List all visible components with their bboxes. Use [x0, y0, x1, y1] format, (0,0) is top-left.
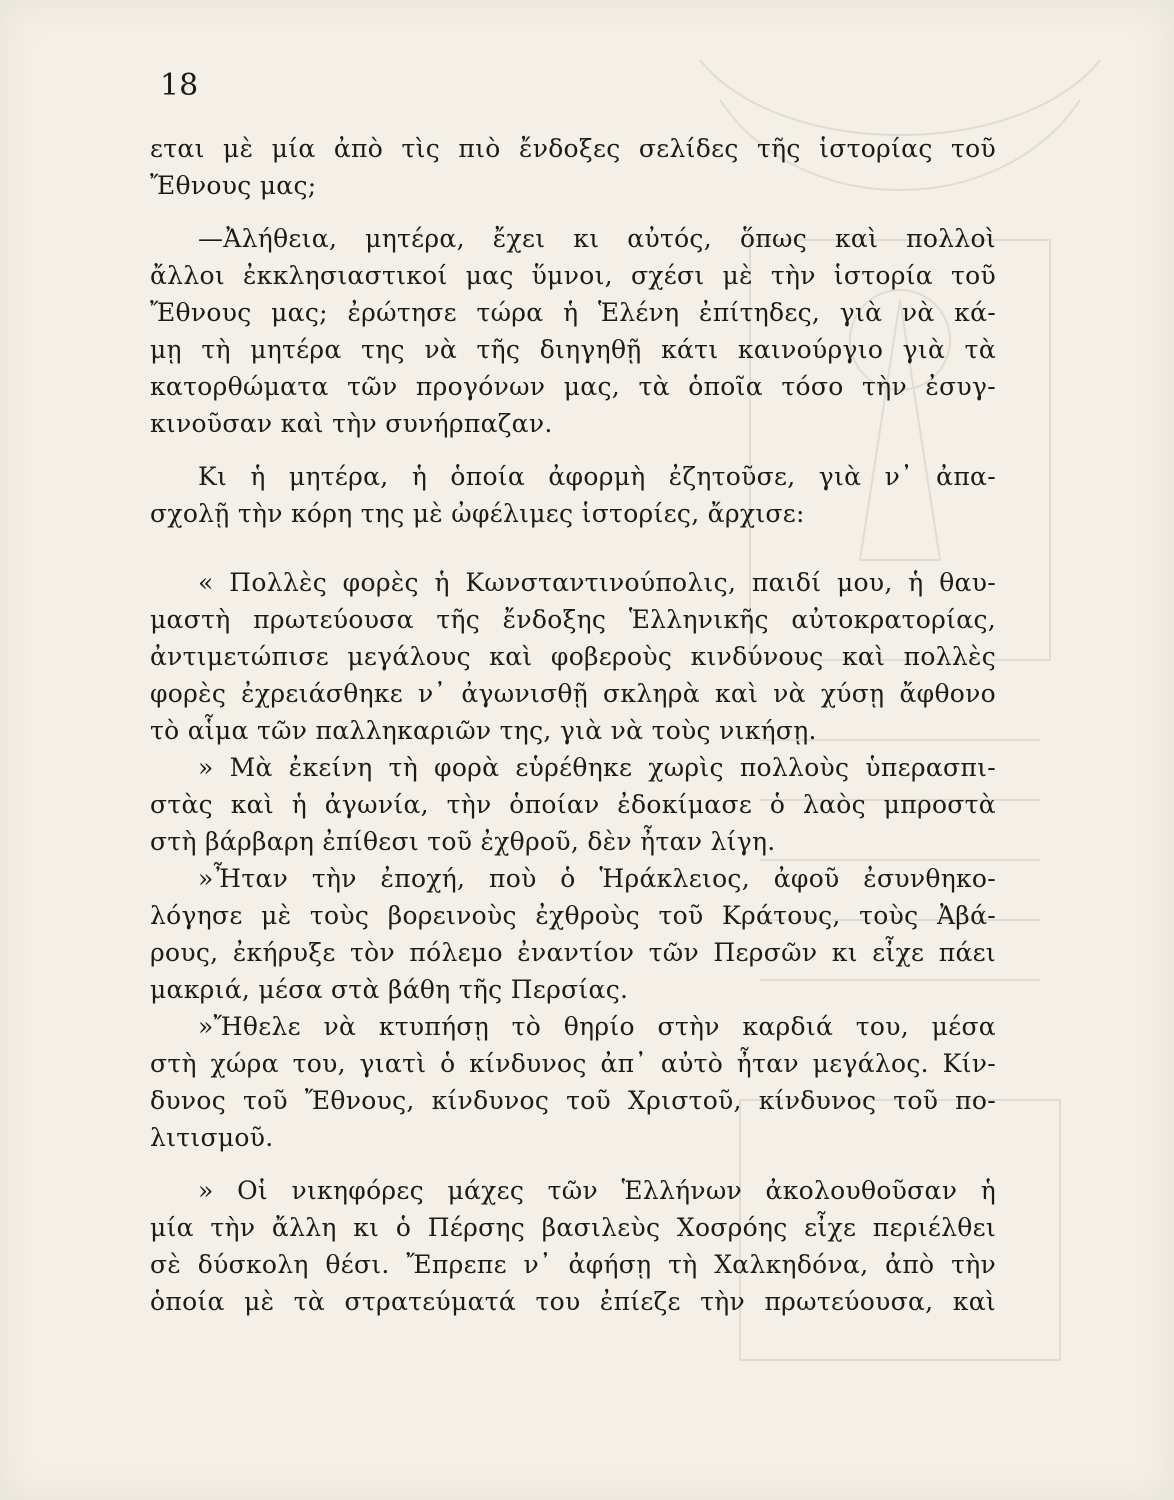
text-line: —Ἀλήθεια, μητέρα, ἔχει κι αὐτός, ὅπως καὶ πολλοὶ [198, 224, 996, 253]
text-line: κινοῦσαν καὶ τὴν συνήρπαζαν. [150, 409, 553, 438]
text-line: κατορθώματα τῶν προγόνων μας, τὰ ὁποῖα τόσο τὴν ἐσυγ- [150, 372, 996, 401]
text-line: μαστὴ πρωτεύουσα τῆς ἔνδοξης Ἑλληνικῆς αὐτοκρατορίας, [150, 605, 996, 634]
paragraph [150, 458, 996, 532]
text-line: »Ἦταν τὴν ἐποχή, ποὺ ὁ Ἡράκλειος, ἀφοῦ ἐσυνθηκο- [198, 864, 996, 893]
text-line: σχολῇ τὴν κόρη της μὲ ὠφέλιμες ἱστορίες, ἄρχισε: [150, 499, 805, 528]
text-line: φορὲς ἐχρειάσθηκε ν᾽ ἀγωνισθῇ σκληρὰ καὶ νὰ χύσῃ ἄφθονο [150, 679, 996, 708]
text-line: στὴ βάρβαρη ἐπίθεσι τοῦ ἐχθροῦ, δὲν ἦταν λίγη. [150, 827, 776, 856]
text-line: εται μὲ μία ἀπὸ τὶς πιὸ ἔνδοξες σελίδες τῆς ἱστορίας τοῦ [150, 134, 996, 163]
text-line: » Μὰ ἐκείνη τὴ φορὰ εὑρέθηκε χωρὶς πολλοὺς ὑπερασπι- [198, 753, 996, 782]
text-line: Ἔθνους μας; [150, 171, 317, 200]
text-line: ρους, ἐκήρυξε τὸν πόλεμο ἐναντίον τῶν Περσῶν κι εἶχε πάει [150, 938, 996, 967]
text-line: ἀντιμετώπισε μεγάλους καὶ φοβεροὺς κινδύνους καὶ πολλὲς [150, 642, 996, 671]
paragraph [150, 860, 996, 1008]
text-line: ἄλλοι ἐκκλησιαστικοί μας ὕμνοι, σχέσι μὲ τὴν ἱστορία τοῦ [150, 261, 996, 290]
text-line: »Ἤθελε νὰ κτυπήσῃ τὸ θηρίο στὴν καρδιά του, μέσα [198, 1012, 996, 1041]
text-line: μακριά, μέσα στὰ βάθη τῆς Περσίας. [150, 975, 629, 1004]
text-line: » Οἱ νικηφόρες μάχες τῶν Ἑλλήνων ἀκολουθοῦσαν ἡ [198, 1176, 996, 1205]
text-line: μία τὴν ἄλλη κι ὁ Πέρσης βασιλεὺς Χοσρόης εἶχε περιέλθει [150, 1213, 996, 1242]
text-line: δυνος τοῦ Ἔθνους, κίνδυνος τοῦ Χριστοῦ, κίνδυνος τοῦ πο- [150, 1086, 996, 1115]
text-line: λόγησε μὲ τοὺς βορεινοὺς ἐχθροὺς τοῦ Κράτους, τοὺς Ἀβά- [150, 901, 996, 930]
paragraph [150, 564, 996, 749]
text-line: στὰς καὶ ἡ ἀγωνία, τὴν ὁποίαν ἐδοκίμασε ὁ λαὸς μπροστὰ [150, 790, 996, 819]
text-line: « Πολλὲς φορὲς ἡ Κωνσταντινούπολις, παιδί μου, ἡ θαυ- [198, 568, 996, 597]
text-line: μῃ τὴ μητέρα της νὰ τῆς διηγηθῇ κάτι καινούργιο γιὰ τὰ [150, 335, 996, 364]
paragraph [150, 749, 996, 860]
paragraph [150, 220, 996, 442]
page-number: 18 [160, 68, 199, 103]
text-line: λιτισμοῦ. [150, 1123, 274, 1152]
paragraph [150, 1008, 996, 1156]
text-line: τὸ αἷμα τῶν παλληκαριῶν της, γιὰ νὰ τοὺς νικήσῃ. [150, 716, 817, 745]
paragraph [150, 130, 996, 204]
text-line: σὲ δύσκολη θέσι. Ἔπρεπε ν᾽ ἀφήσῃ τὴ Χαλκηδόνα, ἀπὸ τὴν [150, 1250, 996, 1279]
paragraph [150, 1172, 996, 1320]
text-line: Κι ἡ μητέρα, ἡ ὁποία ἀφορμὴ ἐζητοῦσε, γιὰ ν᾽ ἀπα- [198, 462, 996, 491]
text-line: Ἔθνους μας; ἐρώτησε τώρα ἡ Ἑλένη ἐπίτηδες, γιὰ νὰ κά- [150, 298, 996, 327]
text-line: στὴ χώρα του, γιατὶ ὁ κίνδυνος ἀπ᾽ αὐτὸ ἦταν μεγάλος. Κίν- [150, 1049, 996, 1078]
body-text [150, 130, 996, 1320]
text-line: ὁποία μὲ τὰ στρατεύματά του ἐπίεζε τὴν πρωτεύουσα, καὶ [150, 1287, 996, 1316]
